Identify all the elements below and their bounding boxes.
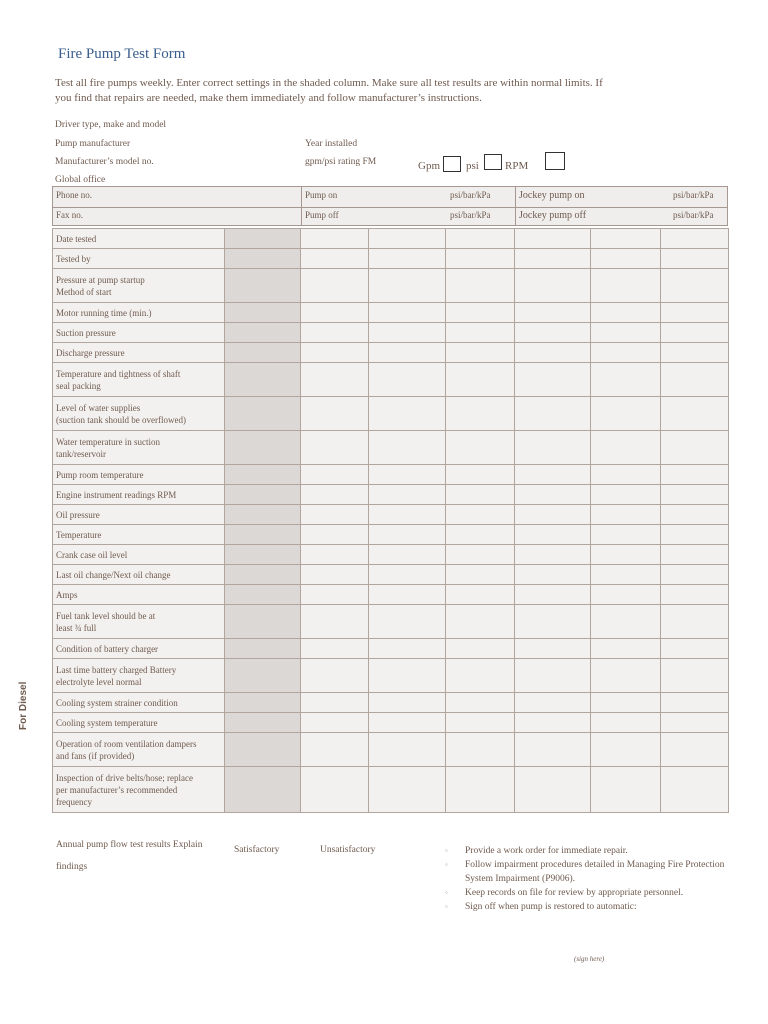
- entry-cell[interactable]: [515, 585, 591, 605]
- entry-cell[interactable]: [446, 485, 515, 505]
- entry-cell[interactable]: [661, 565, 729, 585]
- entry-cell[interactable]: [515, 733, 591, 767]
- entry-cell[interactable]: [369, 363, 446, 397]
- table-row: [53, 713, 729, 733]
- settings-cell[interactable]: [225, 269, 301, 303]
- entry-cell[interactable]: [515, 343, 591, 363]
- row-label: Operation of room ventilation dampers and fans (if provided): [53, 733, 225, 767]
- row-label: Oil pressure: [53, 505, 225, 525]
- entry-cell[interactable]: [369, 505, 446, 525]
- entry-cell[interactable]: [661, 323, 729, 343]
- pump-off-unit: psi/bar/kPa: [450, 210, 491, 220]
- settings-cell[interactable]: [225, 639, 301, 659]
- table-row: [53, 431, 729, 465]
- entry-cell[interactable]: [591, 485, 661, 505]
- entry-cell[interactable]: [446, 269, 515, 303]
- table-row: [53, 323, 729, 343]
- entry-cell[interactable]: [591, 397, 661, 431]
- entry-cell[interactable]: [301, 229, 369, 249]
- entry-cell[interactable]: [515, 323, 591, 343]
- entry-cell[interactable]: [301, 767, 369, 813]
- entry-cell[interactable]: [446, 659, 515, 693]
- entry-cell[interactable]: [301, 639, 369, 659]
- pump-off-label: Pump off: [305, 210, 339, 220]
- entry-cell[interactable]: [515, 639, 591, 659]
- table-row: [53, 269, 729, 303]
- entry-cell[interactable]: [661, 585, 729, 605]
- intro-text: Test all fire pumps weekly. Enter correct settings in the shaded column. Make sure all test results are within normal limits. If you find that repairs are needed, make them immediately and follow manufacturer’s instructions.: [55, 77, 603, 104]
- settings-cell[interactable]: [225, 659, 301, 693]
- sign-here-label: (sign here): [574, 955, 605, 963]
- phone-label: Phone no.: [56, 190, 92, 200]
- list-item: [445, 886, 745, 900]
- entry-cell[interactable]: [661, 525, 729, 545]
- table-row: [53, 605, 729, 639]
- entry-cell[interactable]: [369, 303, 446, 323]
- entry-cell[interactable]: [661, 639, 729, 659]
- entry-cell[interactable]: [591, 639, 661, 659]
- entry-cell[interactable]: [369, 585, 446, 605]
- table-row: [53, 465, 729, 485]
- settings-cell[interactable]: [225, 363, 301, 397]
- settings-cell[interactable]: [225, 693, 301, 713]
- annual-flow-test-label: Annual pump flow test results Explain: [56, 840, 203, 850]
- entry-cell[interactable]: [515, 659, 591, 693]
- entry-cell[interactable]: [369, 693, 446, 713]
- entry-cell[interactable]: [661, 229, 729, 249]
- entry-cell[interactable]: [661, 343, 729, 363]
- entry-cell[interactable]: [301, 397, 369, 431]
- table-row: [53, 565, 729, 585]
- entry-cell[interactable]: [446, 767, 515, 813]
- entry-cell[interactable]: [446, 249, 515, 269]
- settings-cell[interactable]: [225, 323, 301, 343]
- global-office-label: Global office: [55, 175, 106, 185]
- entry-cell[interactable]: [446, 465, 515, 485]
- pump-manufacturer-label: Pump manufacturer: [55, 139, 131, 149]
- psi-label: psi: [466, 160, 479, 172]
- entry-cell[interactable]: [369, 605, 446, 639]
- entry-cell[interactable]: [591, 713, 661, 733]
- row-label: Amps: [53, 585, 225, 605]
- entry-cell[interactable]: [591, 249, 661, 269]
- table-row: [53, 585, 729, 605]
- table-row: [53, 525, 729, 545]
- year-installed-label: Year installed: [305, 139, 358, 149]
- entry-cell[interactable]: [369, 485, 446, 505]
- entry-cell[interactable]: [661, 269, 729, 303]
- entry-cell[interactable]: [661, 767, 729, 813]
- row-label: Cooling system strainer condition: [53, 693, 225, 713]
- entry-cell[interactable]: [661, 713, 729, 733]
- entry-cell[interactable]: [515, 605, 591, 639]
- entry-cell[interactable]: [369, 397, 446, 431]
- entry-cell[interactable]: [661, 545, 729, 565]
- settings-cell[interactable]: [225, 605, 301, 639]
- entry-cell[interactable]: [446, 229, 515, 249]
- row-label: Discharge pressure: [53, 343, 225, 363]
- row-label: Suction pressure: [53, 323, 225, 343]
- entry-cell[interactable]: [661, 303, 729, 323]
- entry-cell[interactable]: [446, 343, 515, 363]
- entry-cell[interactable]: [591, 229, 661, 249]
- step-text: Keep records on file for review by appropriate personnel.: [465, 888, 684, 898]
- entry-cell[interactable]: [661, 397, 729, 431]
- row-label: Level of water supplies (suction tank should be overflowed): [53, 397, 225, 431]
- entry-cell[interactable]: [369, 269, 446, 303]
- psi-checkbox[interactable]: [484, 154, 502, 170]
- entry-cell[interactable]: [661, 605, 729, 639]
- entry-cell[interactable]: [301, 585, 369, 605]
- settings-cell[interactable]: [225, 343, 301, 363]
- entry-cell[interactable]: [591, 565, 661, 585]
- entry-cell[interactable]: [301, 605, 369, 639]
- row-label: Date tested: [53, 229, 225, 249]
- pump-on-unit: psi/bar/kPa: [450, 190, 491, 200]
- settings-cell[interactable]: [225, 397, 301, 431]
- entry-cell[interactable]: [515, 431, 591, 465]
- satisfactory-option[interactable]: Satisfactory: [234, 845, 280, 855]
- table-row: [53, 639, 729, 659]
- entry-cell[interactable]: [301, 249, 369, 269]
- entry-cell[interactable]: [301, 505, 369, 525]
- entry-cell[interactable]: [591, 303, 661, 323]
- entry-cell[interactable]: [301, 713, 369, 733]
- entry-cell[interactable]: [301, 525, 369, 545]
- row-label: Water temperature in suction tank/reservoir: [53, 431, 225, 465]
- jockey-off-unit: psi/bar/kPa: [673, 210, 714, 220]
- entry-cell[interactable]: [301, 693, 369, 713]
- row-label: Engine instrument readings RPM: [53, 485, 225, 505]
- entry-cell[interactable]: [301, 431, 369, 465]
- table-row: [53, 659, 729, 693]
- table-row: [53, 249, 729, 269]
- table-row: [53, 343, 729, 363]
- entry-cell[interactable]: [515, 249, 591, 269]
- entry-cell[interactable]: [301, 733, 369, 767]
- entry-cell[interactable]: [446, 605, 515, 639]
- settings-cell[interactable]: [225, 565, 301, 585]
- entry-cell[interactable]: [301, 269, 369, 303]
- entry-cell[interactable]: [661, 431, 729, 465]
- entry-cell[interactable]: [301, 545, 369, 565]
- entry-cell[interactable]: [369, 229, 446, 249]
- entry-cell[interactable]: [591, 585, 661, 605]
- entry-cell[interactable]: [591, 343, 661, 363]
- entry-cell[interactable]: [446, 639, 515, 659]
- table-row: [53, 505, 729, 525]
- entry-cell[interactable]: [515, 713, 591, 733]
- entry-cell[interactable]: [661, 363, 729, 397]
- entry-cell[interactable]: [515, 269, 591, 303]
- rpm-label: RPM: [505, 160, 529, 172]
- entry-cell[interactable]: [446, 693, 515, 713]
- bullet-icon: ◦: [445, 846, 448, 855]
- settings-grid: [52, 186, 728, 226]
- entry-cell[interactable]: [591, 693, 661, 713]
- table-row: [53, 229, 729, 249]
- entry-cell[interactable]: [591, 659, 661, 693]
- entry-cell[interactable]: [591, 465, 661, 485]
- entry-cell[interactable]: [301, 323, 369, 343]
- entry-cell[interactable]: [591, 525, 661, 545]
- entry-cell[interactable]: [591, 269, 661, 303]
- entry-cell[interactable]: [515, 693, 591, 713]
- list-item: [445, 900, 745, 914]
- entry-cell[interactable]: [591, 605, 661, 639]
- step-text: Provide a work order for immediate repair.: [465, 846, 628, 856]
- entry-cell[interactable]: [301, 363, 369, 397]
- settings-cell[interactable]: [225, 229, 301, 249]
- row-label: Motor running time (min.): [53, 303, 225, 323]
- entry-cell[interactable]: [369, 343, 446, 363]
- entry-cell[interactable]: [446, 565, 515, 585]
- driver-label: Driver type, make and model: [55, 120, 167, 130]
- entry-cell[interactable]: [661, 485, 729, 505]
- gpm-label: Gpm: [418, 160, 440, 172]
- entry-cell[interactable]: [301, 465, 369, 485]
- settings-cell[interactable]: [225, 525, 301, 545]
- settings-cell[interactable]: [225, 431, 301, 465]
- table-row: [53, 485, 729, 505]
- entry-cell[interactable]: [369, 323, 446, 343]
- settings-cell[interactable]: [225, 505, 301, 525]
- row-label: Last oil change/Next oil change: [53, 565, 225, 585]
- entry-cell[interactable]: [661, 505, 729, 525]
- table-row: [53, 545, 729, 565]
- entry-cell[interactable]: [301, 659, 369, 693]
- unsatisfactory-option[interactable]: Unsatisfactory: [320, 845, 376, 855]
- action-steps-list: [445, 844, 745, 914]
- entry-cell[interactable]: [515, 505, 591, 525]
- entry-cell[interactable]: [369, 733, 446, 767]
- entry-cell[interactable]: [591, 733, 661, 767]
- table-row: [53, 363, 729, 397]
- row-label: Inspection of drive belts/hose; replace per manufacturer’s recommended frequency: [53, 767, 225, 813]
- entry-cell[interactable]: [515, 363, 591, 397]
- entry-cell[interactable]: [369, 659, 446, 693]
- entry-cell[interactable]: [301, 343, 369, 363]
- entry-cell[interactable]: [446, 431, 515, 465]
- bullet-icon: ◦: [445, 902, 448, 911]
- for-diesel-label: For Diesel: [18, 681, 29, 730]
- entry-cell[interactable]: [301, 303, 369, 323]
- row-label: Fuel tank level should be at least ¾ full: [53, 605, 225, 639]
- entry-cell[interactable]: [446, 545, 515, 565]
- entry-cell[interactable]: [369, 767, 446, 813]
- entry-cell[interactable]: [591, 545, 661, 565]
- entry-cell[interactable]: [369, 545, 446, 565]
- entry-cell[interactable]: [369, 565, 446, 585]
- list-item: [445, 858, 745, 886]
- entry-cell[interactable]: [446, 505, 515, 525]
- settings-cell[interactable]: [225, 585, 301, 605]
- entry-cell[interactable]: [301, 485, 369, 505]
- jockey-on-label: Jockey pump on: [519, 190, 585, 201]
- entry-cell[interactable]: [515, 229, 591, 249]
- entry-cell[interactable]: [661, 733, 729, 767]
- entry-cell[interactable]: [446, 585, 515, 605]
- entry-cell[interactable]: [591, 431, 661, 465]
- settings-cell[interactable]: [225, 249, 301, 269]
- table-row: [53, 397, 729, 431]
- row-label: Condition of battery charger: [53, 639, 225, 659]
- entry-cell[interactable]: [661, 693, 729, 713]
- entry-cell[interactable]: [446, 303, 515, 323]
- findings-label: findings: [56, 862, 88, 872]
- step-text: Sign off when pump is restored to automatic:: [465, 902, 637, 912]
- entry-cell[interactable]: [661, 659, 729, 693]
- gpm-checkbox[interactable]: [443, 156, 461, 172]
- entry-cell[interactable]: [446, 525, 515, 545]
- entry-cell[interactable]: [369, 525, 446, 545]
- entry-cell[interactable]: [515, 303, 591, 323]
- entry-cell[interactable]: [446, 323, 515, 343]
- list-item: [445, 844, 745, 858]
- entry-cell[interactable]: [515, 397, 591, 431]
- entry-cell[interactable]: [515, 565, 591, 585]
- settings-cell[interactable]: [225, 713, 301, 733]
- entry-cell[interactable]: [446, 363, 515, 397]
- entry-cell[interactable]: [591, 363, 661, 397]
- entry-cell[interactable]: [301, 565, 369, 585]
- entry-cell[interactable]: [661, 465, 729, 485]
- entry-cell[interactable]: [446, 713, 515, 733]
- row-label: Pump room temperature: [53, 465, 225, 485]
- pump-on-label: Pump on: [305, 190, 338, 200]
- entry-cell[interactable]: [369, 249, 446, 269]
- entry-cell[interactable]: [591, 505, 661, 525]
- row-label: Tested by: [53, 249, 225, 269]
- settings-cell[interactable]: [225, 733, 301, 767]
- model-no-label: Manufacturer’s model no.: [55, 157, 154, 167]
- entry-cell[interactable]: [446, 733, 515, 767]
- settings-cell[interactable]: [225, 545, 301, 565]
- settings-cell[interactable]: [225, 767, 301, 813]
- jockey-on-unit: psi/bar/kPa: [673, 190, 714, 200]
- entry-cell[interactable]: [591, 323, 661, 343]
- table-row: [53, 733, 729, 767]
- entry-cell[interactable]: [661, 249, 729, 269]
- row-label: Crank case oil level: [53, 545, 225, 565]
- table-row: [53, 303, 729, 323]
- table-row: [53, 767, 729, 813]
- entry-cell[interactable]: [515, 465, 591, 485]
- jockey-off-label: Jockey pump off: [519, 210, 587, 221]
- fax-label: Fax no.: [56, 210, 83, 220]
- entry-cell[interactable]: [369, 713, 446, 733]
- entry-cell[interactable]: [446, 397, 515, 431]
- entry-cell[interactable]: [369, 639, 446, 659]
- row-label: Temperature and tightness of shaft seal packing: [53, 363, 225, 397]
- entry-cell[interactable]: [515, 525, 591, 545]
- row-label: Last time battery charged Battery electrolyte level normal: [53, 659, 225, 693]
- bullet-icon: ◦: [445, 888, 448, 897]
- test-log-table: [52, 228, 729, 813]
- rpm-checkbox[interactable]: [545, 152, 565, 170]
- row-label: Cooling system temperature: [53, 713, 225, 733]
- page-title: Fire Pump Test Form: [58, 46, 186, 62]
- entry-cell[interactable]: [515, 545, 591, 565]
- settings-cell[interactable]: [225, 485, 301, 505]
- entry-cell[interactable]: [591, 767, 661, 813]
- step-text: Follow impairment procedures detailed in Managing Fire Protection System Impairment (P9006).: [465, 860, 725, 884]
- settings-cell[interactable]: [225, 465, 301, 485]
- entry-cell[interactable]: [369, 431, 446, 465]
- entry-cell[interactable]: [515, 767, 591, 813]
- rating-label: gpm/psi rating FM: [305, 157, 377, 167]
- entry-cell[interactable]: [515, 485, 591, 505]
- bullet-icon: ◦: [445, 860, 448, 869]
- row-label: Temperature: [53, 525, 225, 545]
- row-label: Pressure at pump startup Method of start: [53, 269, 225, 303]
- entry-cell[interactable]: [369, 465, 446, 485]
- table-row: [53, 693, 729, 713]
- settings-cell[interactable]: [225, 303, 301, 323]
